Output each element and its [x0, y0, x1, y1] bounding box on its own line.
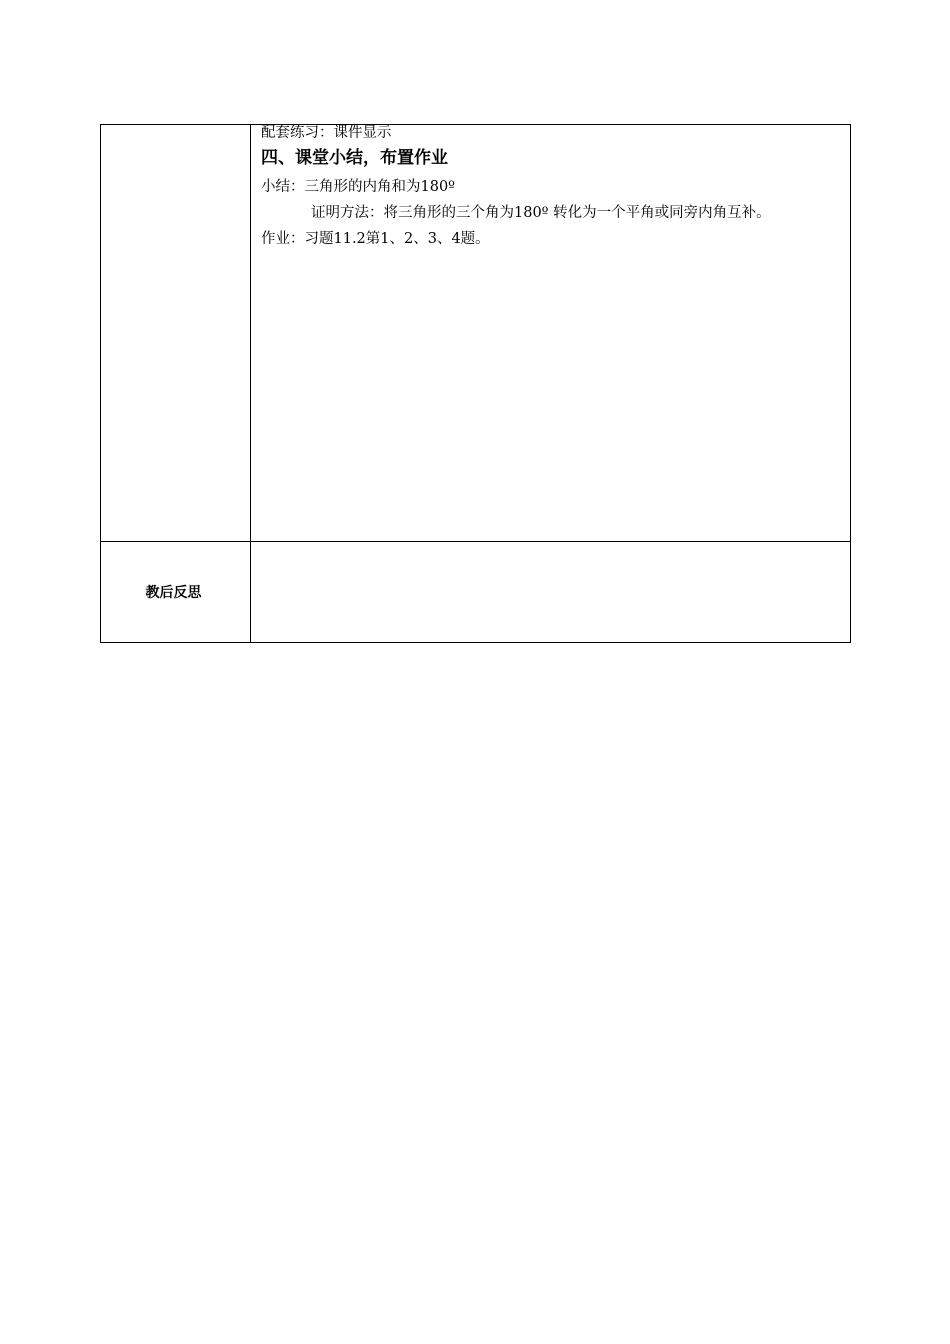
summary-line: 小结：三角形的内角和为180º — [261, 179, 455, 195]
practice-line: 配套练习：课件显示 — [261, 125, 392, 141]
homework-line: 作业：习题11.2第1、2、3、4题。 — [261, 231, 490, 247]
lesson-content-row — [101, 125, 851, 542]
reflection-label: 教后反思 — [145, 585, 202, 601]
reflection-row — [101, 542, 851, 643]
lesson-content-cell — [251, 125, 851, 542]
row-label-cell-empty — [101, 125, 251, 542]
section-heading: 四、课堂小结，布置作业 — [261, 148, 448, 168]
proof-method-line: 证明方法：将三角形的三个角为180º 转化为一个平角或同旁内角互补。 — [311, 205, 771, 221]
reflection-content-cell — [251, 542, 851, 643]
reflection-label-cell — [101, 542, 251, 643]
lesson-plan-table — [100, 124, 851, 643]
